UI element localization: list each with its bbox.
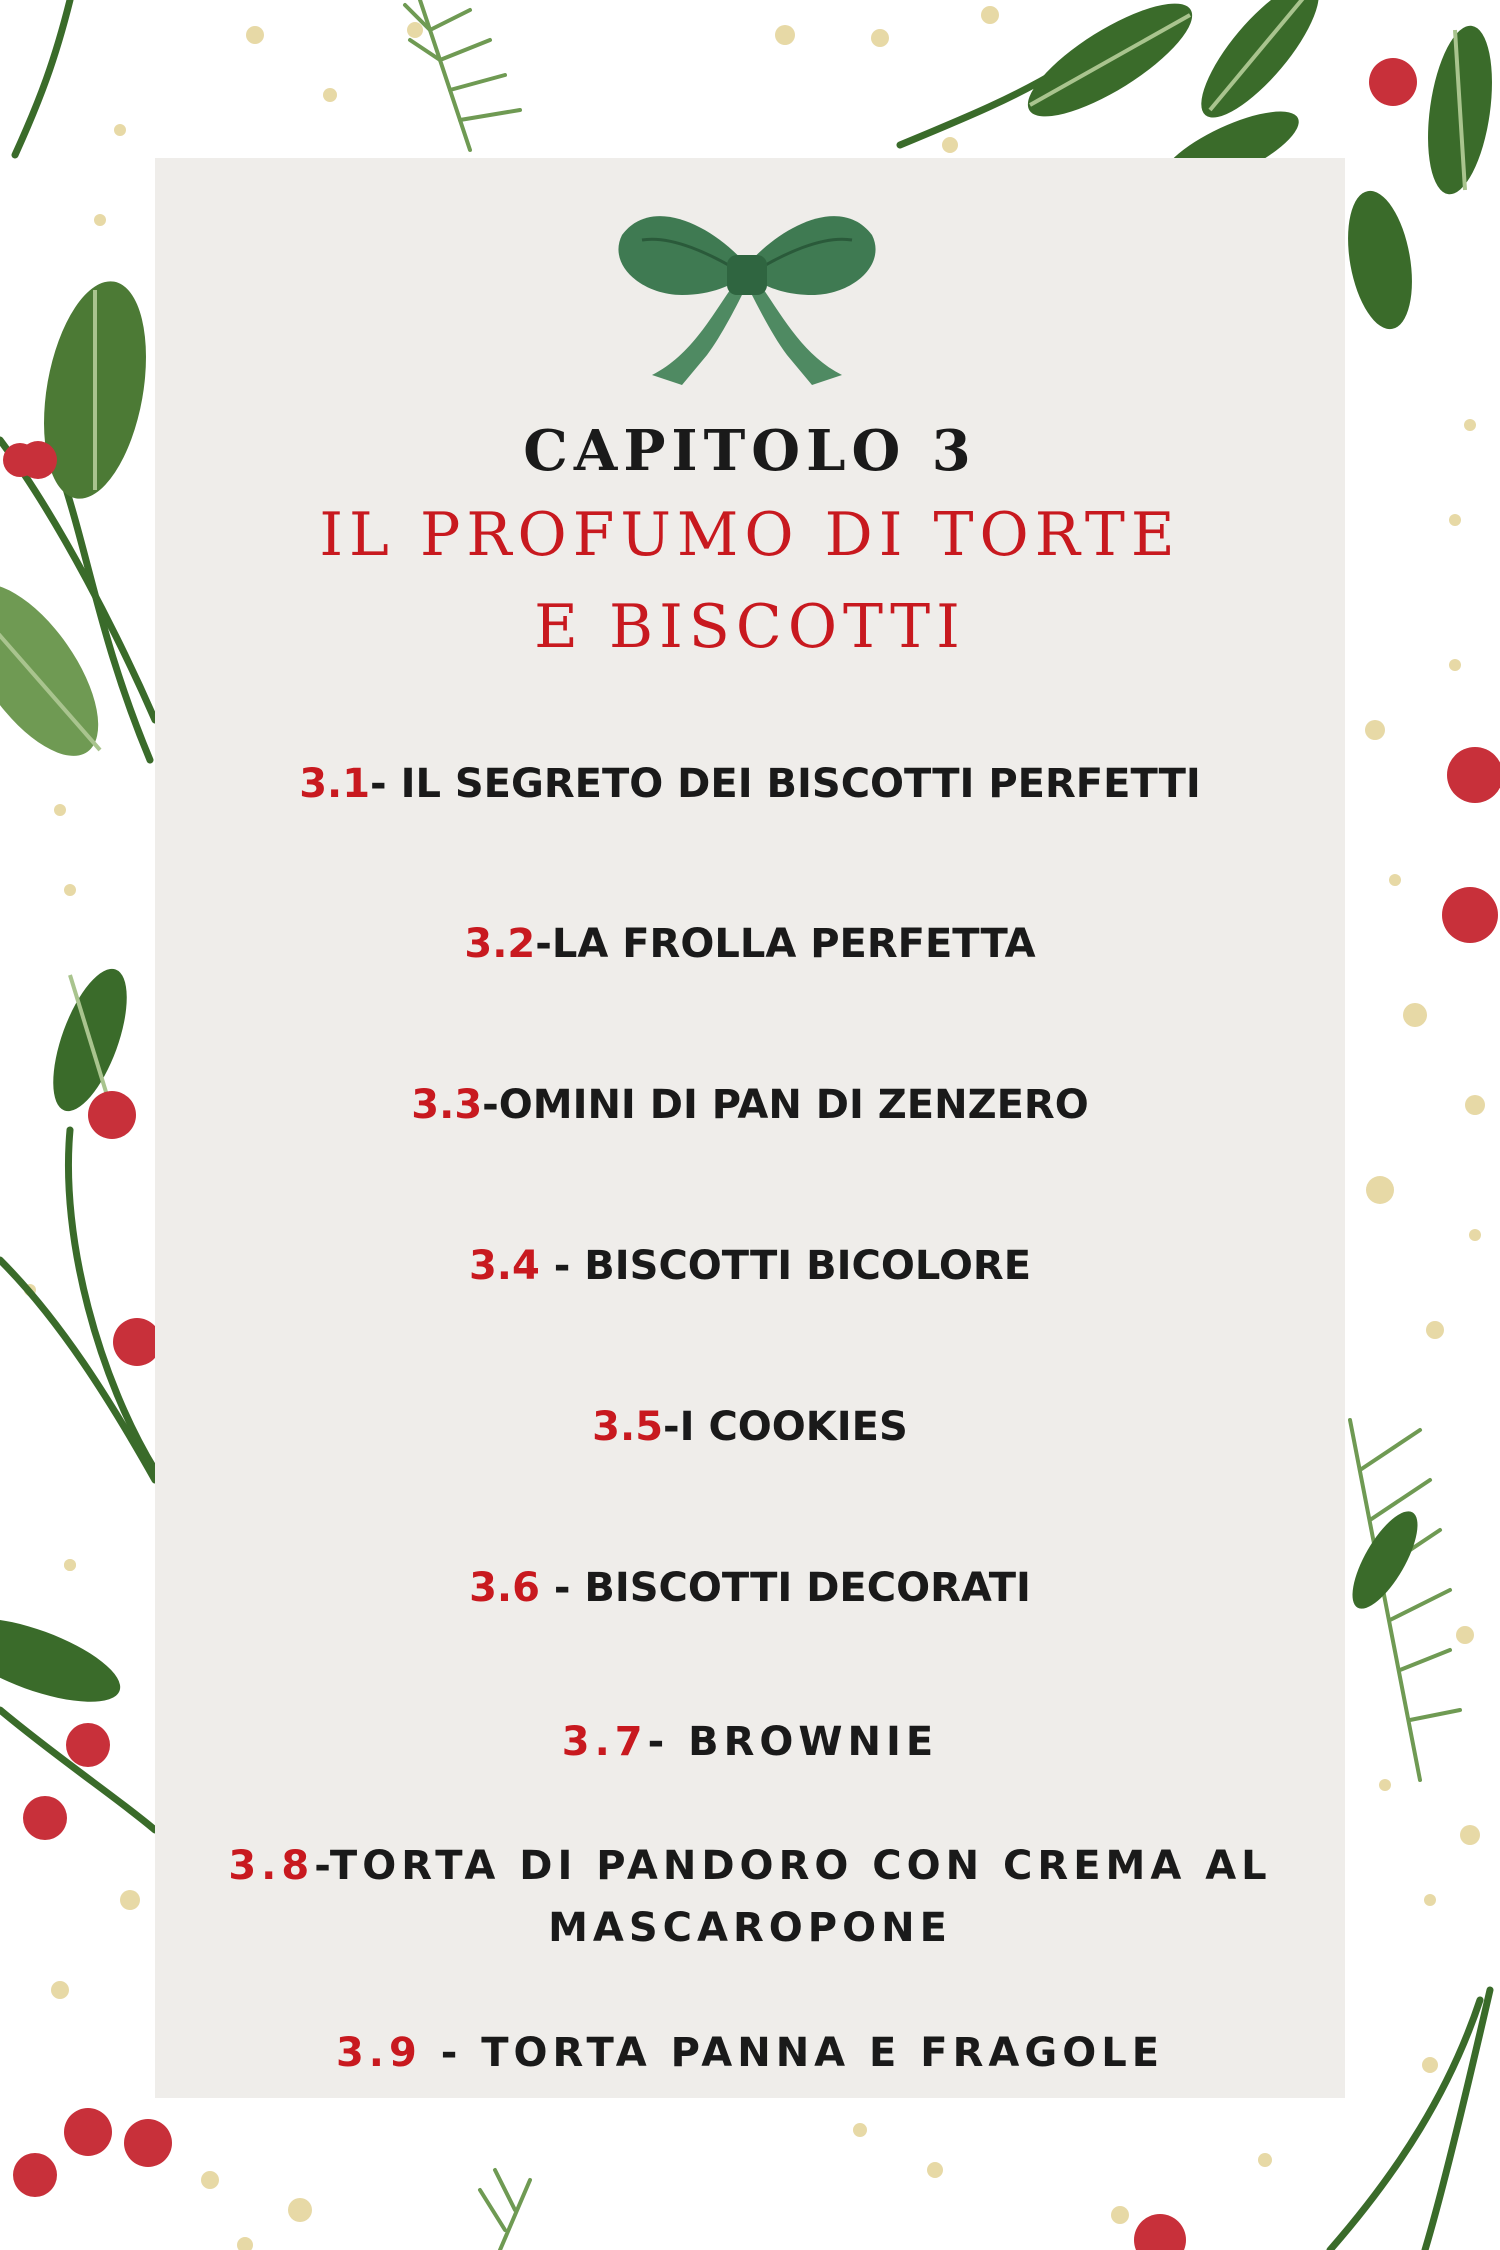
toc-entry-3-1: [175, 753, 1325, 815]
toc-title: -I COOKIES: [663, 1404, 908, 1450]
toc-title: -LA FROLLA PERFETTA: [535, 921, 1036, 967]
toc-entry-3-9: [175, 2022, 1325, 2084]
toc-title: - BROWNIE: [647, 1719, 939, 1765]
toc-number: 3.5: [592, 1404, 664, 1450]
toc-number: 3.6: [469, 1565, 540, 1611]
toc-number: 3.7: [561, 1719, 648, 1765]
toc-number: 3.4: [468, 1243, 540, 1289]
toc-entry-3-7: [175, 1711, 1325, 1773]
toc-number: 3.8: [228, 1843, 315, 1889]
toc-number: 3.1: [299, 761, 371, 807]
chapter-label: CAPITOLO 3: [523, 418, 977, 484]
toc-title: - IL SEGRETO DEI BISCOTTI PERFETTI: [370, 761, 1201, 807]
toc-entry-3-4: [175, 1235, 1325, 1297]
toc-title: - BISCOTTI DECORATI: [539, 1565, 1031, 1611]
chapter-title-line-1: IL PROFUMO DI TORTE: [319, 500, 1181, 570]
toc-number: 3.3: [411, 1082, 483, 1128]
toc-entry-3-3: [175, 1074, 1325, 1136]
toc-entry-3-6: [175, 1557, 1325, 1619]
toc-title: - TORTA PANNA E FRAGOLE: [421, 2030, 1165, 2076]
toc-title-continued: MASCAROPONE: [548, 1905, 952, 1951]
toc-entry-3-2: [175, 913, 1325, 975]
toc-number: 3.9: [335, 2030, 422, 2076]
ribbon-bow-icon: [612, 195, 882, 395]
toc-title: -TORTA DI PANDORO CON CREMA AL: [314, 1843, 1272, 1889]
toc-number: 3.2: [464, 921, 536, 967]
toc-entry-3-8: [175, 1835, 1325, 1959]
toc-title: - BISCOTTI BICOLORE: [539, 1243, 1032, 1289]
toc-entry-3-5: [175, 1396, 1325, 1458]
chapter-title-line-2: E BISCOTTI: [534, 592, 966, 662]
toc-title: -OMINI DI PAN DI ZENZERO: [482, 1082, 1089, 1128]
